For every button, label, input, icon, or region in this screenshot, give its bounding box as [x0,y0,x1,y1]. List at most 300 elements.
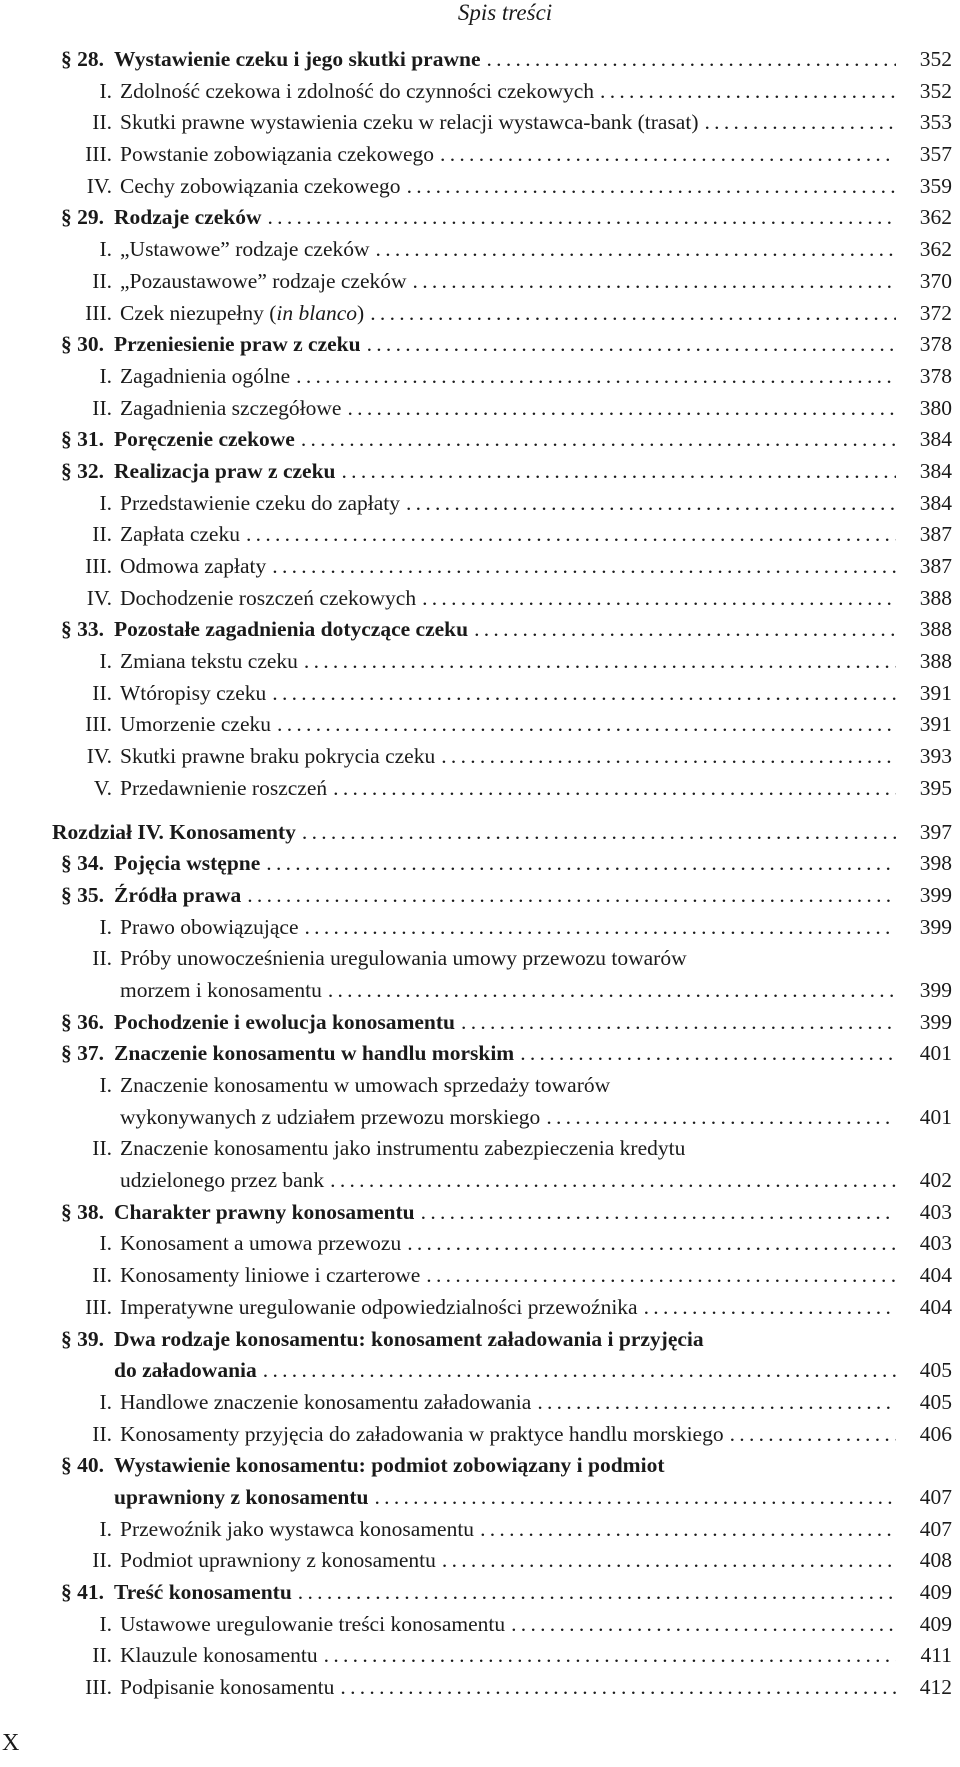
toc-entry [52,614,952,646]
entry-title-text [120,139,434,171]
entry-title-line [114,1038,952,1070]
entry-title-block [112,943,952,1006]
dot-leader [266,848,896,880]
entry-title-text [120,1387,531,1419]
entry-title: Charakter prawny konosamentu [114,1199,415,1224]
dot-leader [376,234,896,266]
page-number-ref: 401 [919,1104,952,1129]
entry-title-block [112,298,952,330]
subsection-number: I. [99,1231,112,1256]
dot-leader [511,1609,896,1641]
entry-title-text [114,1197,415,1229]
dot-leader [406,488,896,520]
entry-title: Znaczenie konosamentu jako instrumentu zabezpieczenia kredytu [120,1136,686,1161]
entry-title: Rodzaje czeków [114,205,262,230]
section-number: § 39. [61,1326,104,1351]
page-number-ref: 387 [919,522,952,547]
entry-title-line [120,76,952,108]
entry-title: Pochodzenie i ewolucja konosamentu [114,1009,456,1034]
entry-title: Imperatywne uregulowanie odpowiedzialności przewoźnika [120,1294,638,1319]
dot-leader [330,1165,896,1197]
running-header: Spis treści [457,0,553,25]
page-number-ref: 405 [919,1389,952,1414]
dot-leader [730,1419,896,1451]
toc-entry [52,393,952,425]
table-of-contents [52,44,952,1704]
entry-title-text [120,234,370,266]
toc-entry [52,1640,952,1672]
page-number-ref: 391 [919,712,952,737]
page-number-ref: 407 [919,1485,952,1510]
entry-title-text [120,266,407,298]
toc-entry [52,709,952,741]
dot-leader [440,139,896,171]
dot-leader [413,266,896,298]
toc-entry [52,519,952,551]
entry-title: Próby unowocześnienia uregulowania umowy przewozu towarów [120,946,687,971]
section-number: § 32. [61,458,104,483]
entry-title-line [120,678,952,710]
entry-title-block [112,1419,952,1451]
entry-title: morzem i konosamentu [120,977,322,1002]
page-number-ref: 402 [919,1168,952,1193]
entry-title-block [112,1070,952,1133]
toc-entry [52,1514,952,1546]
subsection-number: II. [92,1643,112,1668]
dot-leader [374,1482,896,1514]
entry-title-text [120,583,416,615]
entry-title-block [112,393,952,425]
entry-title-block [112,107,952,139]
entry-title-line [120,171,952,203]
entry-title-line [120,709,952,741]
toc-entry [52,741,952,773]
subsection-number: I. [99,1389,112,1414]
entry-title-line [120,975,952,1007]
entry-title-text [120,1228,401,1260]
entry-title-block [112,234,952,266]
entry-title: ) [357,300,365,325]
entry-title-text [120,1640,318,1672]
entry-title-block [104,1197,952,1229]
entry-title-text [120,107,698,139]
entry-title-line [120,1292,952,1324]
entry-title-line [120,266,952,298]
entry-title: Cechy zobowiązania czekowego [120,173,401,198]
entry-title-block [112,678,952,710]
dot-leader [272,678,896,710]
entry-title: Pozostałe zagadnienia dotyczące czeku [114,617,469,642]
entry-title-line [114,202,952,234]
entry-title-line [120,1070,952,1102]
entry-title-line [52,817,952,849]
entry-title: Konosamenty liniowe i czarterowe [120,1263,421,1288]
entry-title-block [112,912,952,944]
section-number: § 40. [61,1453,104,1478]
entry-title: in blanco [276,300,358,325]
entry-title: Klauzule konosamentu [120,1643,318,1668]
section-number: § 31. [61,427,104,452]
entry-title-line [120,234,952,266]
entry-title: Konosamenty przyjęcia do załadowania w praktyce handlu morskiego [120,1421,724,1446]
subsection-number: II. [92,110,112,135]
page-number-ref: 372 [919,300,952,325]
section-number: § 37. [61,1041,104,1066]
section-number: § 34. [61,851,104,876]
toc-entry [52,1038,952,1070]
entry-title: Dwa rodzaje konosamentu: konosament załadowania i przyjęcia [114,1326,704,1351]
page-number-ref: 412 [919,1675,952,1700]
entry-title-line [114,329,952,361]
page-number-ref: 409 [919,1580,952,1605]
page-number-ref: 359 [919,173,952,198]
entry-title-block [112,1133,952,1196]
dot-leader [426,1260,896,1292]
entry-title: Pojęcia wstępne [114,851,261,876]
entry-title: Przeniesienie praw z czeku [114,332,361,357]
entry-title-block [104,456,952,488]
entry-title-line [114,1324,952,1356]
subsection-number: III. [85,142,112,167]
subsection-number: II. [92,1136,112,1161]
page-number-ref: 384 [919,490,952,515]
entry-title-block [112,1260,952,1292]
entry-title-block [104,1324,952,1387]
dot-leader [333,773,896,805]
dot-leader [263,1355,896,1387]
entry-title-line [114,848,952,880]
dot-leader [272,551,896,583]
dot-leader [407,1228,896,1260]
subsection-number: II. [92,1548,112,1573]
dot-leader [301,424,896,456]
entry-title: Czek niezupełny ( [120,300,277,325]
toc-entry [52,488,952,520]
entry-title-block [112,741,952,773]
page-number-ref: 352 [919,47,952,71]
section-number: § 29. [61,205,104,230]
entry-title-line [120,943,952,975]
entry-title-text [120,298,364,330]
entry-title: Handlowe znaczenie konosamentu załadowania [120,1389,532,1414]
dot-leader [520,1038,896,1070]
entry-title-line [120,1387,952,1419]
entry-title-block [104,1038,952,1070]
subsection-number: II. [92,1263,112,1288]
subsection-number: IV. [86,744,112,769]
page-number-ref: 357 [919,142,952,167]
subsection-number: II. [92,680,112,705]
entry-title: Wystawienie konosamentu: podmiot zobowiązany i podmiot [114,1453,665,1478]
toc-entry [52,1292,952,1324]
toc-entry [52,298,952,330]
toc-entry [52,1197,952,1229]
entry-title-line [120,1165,952,1197]
dot-leader [277,709,896,741]
entry-title-text [120,488,400,520]
entry-title: Znaczenie konosamentu w umowach sprzedaży towarów [120,1073,611,1098]
subsection-number: III. [85,554,112,578]
dot-leader [304,646,896,678]
dot-leader [441,741,896,773]
entry-title-text [120,709,271,741]
entry-title-line [114,880,952,912]
page-number-ref: 388 [919,649,952,674]
toc-entry [52,171,952,203]
subsection-number: II. [92,946,112,971]
entry-title-text [120,1292,638,1324]
entry-title-text [120,912,299,944]
toc-entry [52,1609,952,1641]
page-number-ref: 403 [919,1199,952,1224]
entry-title-line [120,1609,952,1641]
section-number: § 41. [61,1580,104,1605]
entry-title-line [120,298,952,330]
entry-title-text [114,614,468,646]
entry-title-line [120,1640,952,1672]
entry-title-text [114,202,261,234]
entry-title-text [120,519,240,551]
toc-entry [52,1133,952,1196]
subsection-number: III. [85,1294,112,1319]
entry-title-text [120,76,594,108]
entry-title-text [52,817,296,849]
page-number-ref: 362 [919,205,952,230]
toc-entry [52,848,952,880]
entry-title-block [112,171,952,203]
entry-title-block [112,361,952,393]
entry-title-block [104,1450,952,1513]
entry-title: udzielonego przez bank [120,1168,325,1193]
page-number-ref: 370 [919,268,952,293]
entry-title: Realizacja praw z czeku [114,458,336,483]
subsection-number: V. [93,775,112,800]
subsection-number: I. [99,914,112,939]
entry-title-line [114,1007,952,1039]
dot-leader [342,456,897,488]
dot-leader [298,1577,896,1609]
toc-entry [52,456,952,488]
entry-title-block [104,1007,952,1039]
subsection-number: II. [92,268,112,293]
section-number: § 35. [61,882,104,907]
page-number-ref: 378 [919,332,952,357]
section-number: § 38. [61,1199,104,1224]
entry-title-line [120,361,952,393]
toc-entry [52,329,952,361]
page-number-ref: 352 [919,78,952,103]
entry-title-line [120,1228,952,1260]
entry-title-block [112,519,952,551]
page-number-ref: 411 [920,1643,952,1668]
entry-title-line [120,139,952,171]
entry-title-line [114,424,952,456]
dot-leader [247,880,896,912]
dot-leader [442,1545,896,1577]
entry-title-block [104,424,952,456]
dot-leader [474,614,896,646]
toc-entry [52,1260,952,1292]
subsection-number: II. [92,522,112,547]
entry-title: Podmiot uprawniony z konosamentu [120,1548,436,1573]
entry-title-line [120,912,952,944]
entry-title: Powstanie zobowiązania czekowego [120,142,435,167]
entry-title-line [114,1482,952,1514]
dot-leader [324,1640,896,1672]
entry-title-text [114,424,295,456]
entry-title: Przedstawienie czeku do zapłaty [120,490,400,515]
dot-leader [347,393,896,425]
section-number: § 33. [61,617,104,642]
toc-entry [52,266,952,298]
entry-title: Poręczenie czekowe [114,427,295,452]
page-number-ref: 387 [919,554,952,578]
toc-entry [52,1070,952,1133]
toc-entry [52,107,952,139]
entry-title-text [114,1007,455,1039]
entry-title: Umorzenie czeku [120,712,272,737]
subsection-number: I. [99,1611,112,1636]
entry-title-text [120,1260,420,1292]
toc-entry [52,76,952,108]
page-number-ref: 401 [919,1041,952,1066]
subsection-number: III. [85,712,112,737]
entry-title: Skutki prawne wystawienia czeku w relacji wystawca-bank (trasat) [120,110,699,135]
dot-leader [296,361,896,393]
entry-title-block [112,76,952,108]
toc-entry [52,551,952,583]
entry-title: Dochodzenie roszczeń czekowych [120,585,417,610]
entry-title-text [120,1419,724,1451]
page-number-ref: 397 [919,819,952,844]
entry-title-block [112,488,952,520]
entry-title: Zmiana tekstu czeku [120,649,298,674]
page-number-ref: 388 [919,585,952,610]
entry-title: „Ustawowe” rodzaje czeków [120,237,370,262]
subsection-number: I. [99,490,112,515]
entry-title: Zapłata czeku [120,522,240,547]
entry-title: do załadowania [114,1358,257,1383]
dot-leader [421,1197,896,1229]
entry-title-block [112,551,952,583]
entry-title-text [114,848,260,880]
entry-title-line [114,1355,952,1387]
entry-title-text [120,1672,334,1704]
page-number-ref: 398 [919,851,952,876]
toc-entry [52,583,952,615]
toc-entry [52,1672,952,1704]
entry-title: Podpisanie konosamentu [120,1675,335,1700]
entry-title-line [120,1514,952,1546]
subsection-number: II. [92,1421,112,1446]
page-number-ref: 384 [919,458,952,483]
entry-title: Zdolność czekowa i zdolność do czynności czekowych [120,78,595,103]
entry-title: Ustawowe uregulowanie treści konosamentu [120,1611,506,1636]
entry-title-text [120,773,327,805]
entry-title-block [104,1577,952,1609]
page-number-ref: 405 [919,1358,952,1383]
toc-entry [52,361,952,393]
dot-leader [480,1514,896,1546]
toc-entry [52,943,952,1006]
entry-title-line [120,1672,952,1704]
toc-entry [52,1387,952,1419]
entry-title-block [112,773,952,805]
entry-title: Skutki prawne braku pokrycia czeku [120,744,436,769]
entry-title: Zagadnienia ogólne [120,363,291,388]
entry-title-line [120,1102,952,1134]
entry-title: Zagadnienia szczegółowe [120,395,342,420]
entry-title-block [112,1228,952,1260]
entry-title-block [104,329,952,361]
dot-leader [340,1672,896,1704]
entry-title-block [112,139,952,171]
subsection-number: I. [99,1516,112,1541]
entry-title: Znaczenie konosamentu w handlu morskim [114,1041,515,1066]
dot-leader [246,519,896,551]
dot-leader [487,44,897,76]
entry-title-block [104,44,952,76]
dot-leader [328,975,896,1007]
subsection-number: II. [92,395,112,420]
page-number-ref: 399 [919,882,952,907]
entry-title-text [120,1545,436,1577]
entry-title-text [120,393,341,425]
entry-title-block [112,1640,952,1672]
toc-entry [52,139,952,171]
entry-title: uprawniony z konosamentu [114,1485,369,1510]
entry-title-line [120,551,952,583]
entry-title: „Pozaustawowe” rodzaje czeków [120,268,407,293]
page-number-ref: 388 [919,617,952,642]
dot-leader [370,298,896,330]
toc-entry [52,646,952,678]
entry-title: wykonywanych z udziałem przewozu morskiego [120,1104,541,1129]
toc-entry [52,1419,952,1451]
page-number-ref: 409 [919,1611,952,1636]
entry-title: Wtóropisy czeku [120,680,267,705]
dot-leader [302,817,896,849]
entry-title-text [120,1514,474,1546]
subsection-number: I. [99,649,112,674]
toc-entry [52,1450,952,1513]
entry-title: Rozdział IV. Konosamenty [52,819,296,844]
entry-title-text [120,678,266,710]
entry-title-text [120,171,401,203]
entry-title-block [112,1609,952,1641]
entry-title-line [120,646,952,678]
entry-title-line [120,741,952,773]
entry-title-line [120,583,952,615]
entry-title-text [120,1609,505,1641]
entry-title-block [52,817,952,849]
entry-title-line [114,1197,952,1229]
toc-entry [52,880,952,912]
entry-title: Źródła prawa [114,882,242,907]
entry-title-line [120,488,952,520]
entry-title-line [114,614,952,646]
subsection-number: I. [99,237,112,262]
entry-title-block [112,1514,952,1546]
entry-title-block [112,1672,952,1704]
entry-title-text [114,880,241,912]
entry-title-text [114,1038,514,1070]
entry-title-block [112,1545,952,1577]
toc-entry [52,234,952,266]
dot-leader [407,171,896,203]
page-number-ref: 399 [919,977,952,1002]
page-number-ref: 380 [919,395,952,420]
